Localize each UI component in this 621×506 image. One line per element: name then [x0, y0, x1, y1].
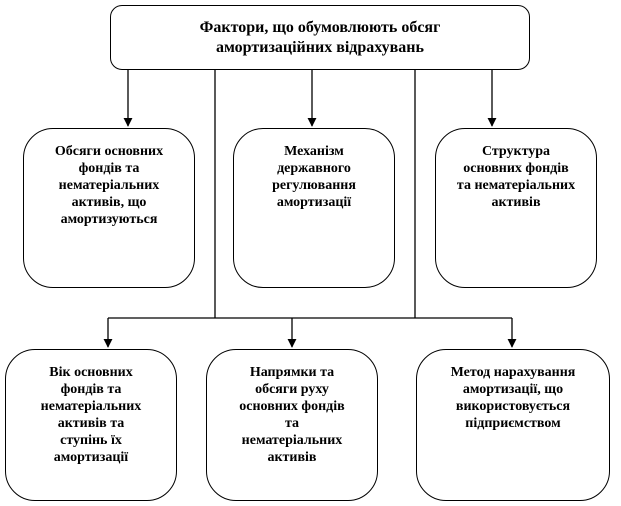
factor-box-age-and-wear: Вік основних фондів та нематеріальних активів та ступінь їх амортизації — [5, 349, 177, 501]
factor-box-fixed-assets-volume: Обсяги основних фондів та нематеріальних активів, що амортизуються — [23, 128, 195, 288]
factor-box-movement-of-assets: Напрямки та обсяги руху основних фондів та нематеріальних активів — [206, 349, 378, 501]
root-box: Фактори, що обумовлюють обсяг амортизаційних відрахувань — [110, 5, 530, 70]
factor-box-depreciation-method: Метод нарахування амортизації, що використовується підприємством — [416, 349, 610, 501]
factor-box-state-regulation: Механізм державного регулювання амортизації — [233, 128, 395, 288]
factor-box-assets-structure: Структура основних фондів та нематеріальних активів — [435, 128, 597, 288]
